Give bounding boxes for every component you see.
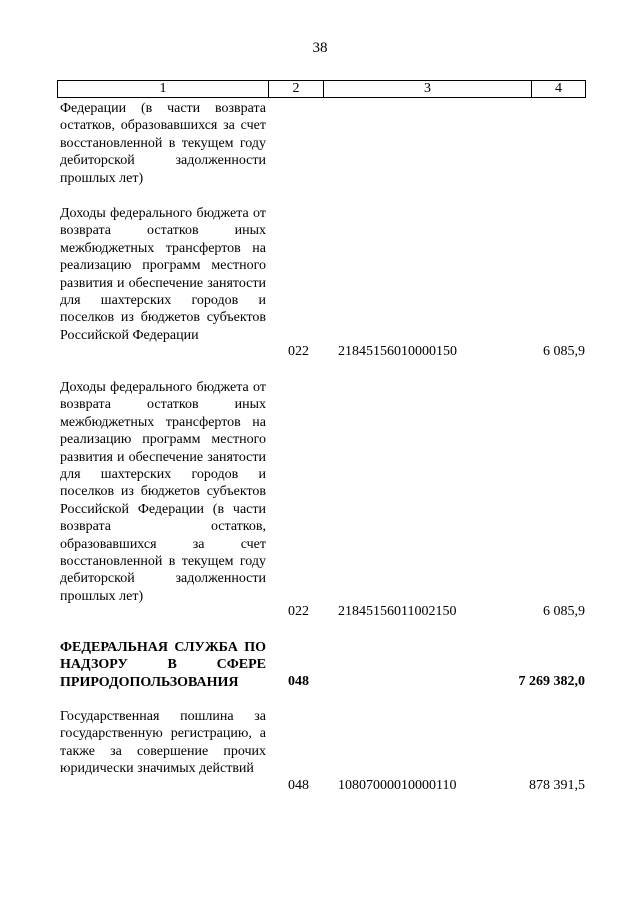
- row-amount: 6 085,9: [543, 604, 585, 619]
- header-col-4: 4: [555, 81, 562, 96]
- row-code: 048: [288, 674, 309, 689]
- row-description: Доходы федерального бюджета от возврата остатков иных межбюджетных трансфертов на реализацию программ местного развития и обеспечение занятости для шахтерских городов и поселков из бюджетов субъектов Российской Федерации: [60, 206, 266, 343]
- header-col-1: 1: [159, 81, 167, 96]
- row-description: Доходы федерального бюджета от возврата остатков иных межбюджетных трансфертов на реализацию программ местного развития и обеспечение занятости для шахтерских городов и поселков из бюджетов субъектов Российской Федерации (в части возврата остатков, образовавшихся за счет восстановленной в текущем году дебиторской задолженности прошлых лет): [60, 380, 266, 604]
- row-description: Государственная пошлина за государственную регистрацию, а также за совершение прочих юридически значимых действий: [60, 709, 266, 777]
- agency-heading: ФЕДЕРАЛЬНАЯ СЛУЖБА ПО НАДЗОРУ В СФЕРЕ ПРИРОДОПОЛЬЗОВАНИЯ: [60, 640, 266, 690]
- row-code: 048: [288, 778, 309, 793]
- header-col-2: 2: [292, 81, 300, 96]
- row-amount: 6 085,9: [543, 344, 585, 359]
- row-kbk: 21845156011002150: [338, 604, 457, 619]
- row-kbk: 21845156010000150: [338, 344, 457, 359]
- header-col-3: 3: [424, 81, 431, 96]
- row-code: 022: [288, 604, 309, 619]
- row-amount: 7 269 382,0: [518, 674, 585, 689]
- page-number: 38: [312, 40, 328, 56]
- row-amount: 878 391,5: [529, 778, 585, 793]
- row-code: 022: [288, 344, 309, 359]
- table-header: [57, 80, 586, 98]
- row-description: Федерации (в части возврата остатков, образовавшихся за счет восстановленной в текущем году дебиторской задолженности прошлых лет): [60, 101, 266, 186]
- row-kbk: 10807000010000110: [338, 778, 457, 793]
